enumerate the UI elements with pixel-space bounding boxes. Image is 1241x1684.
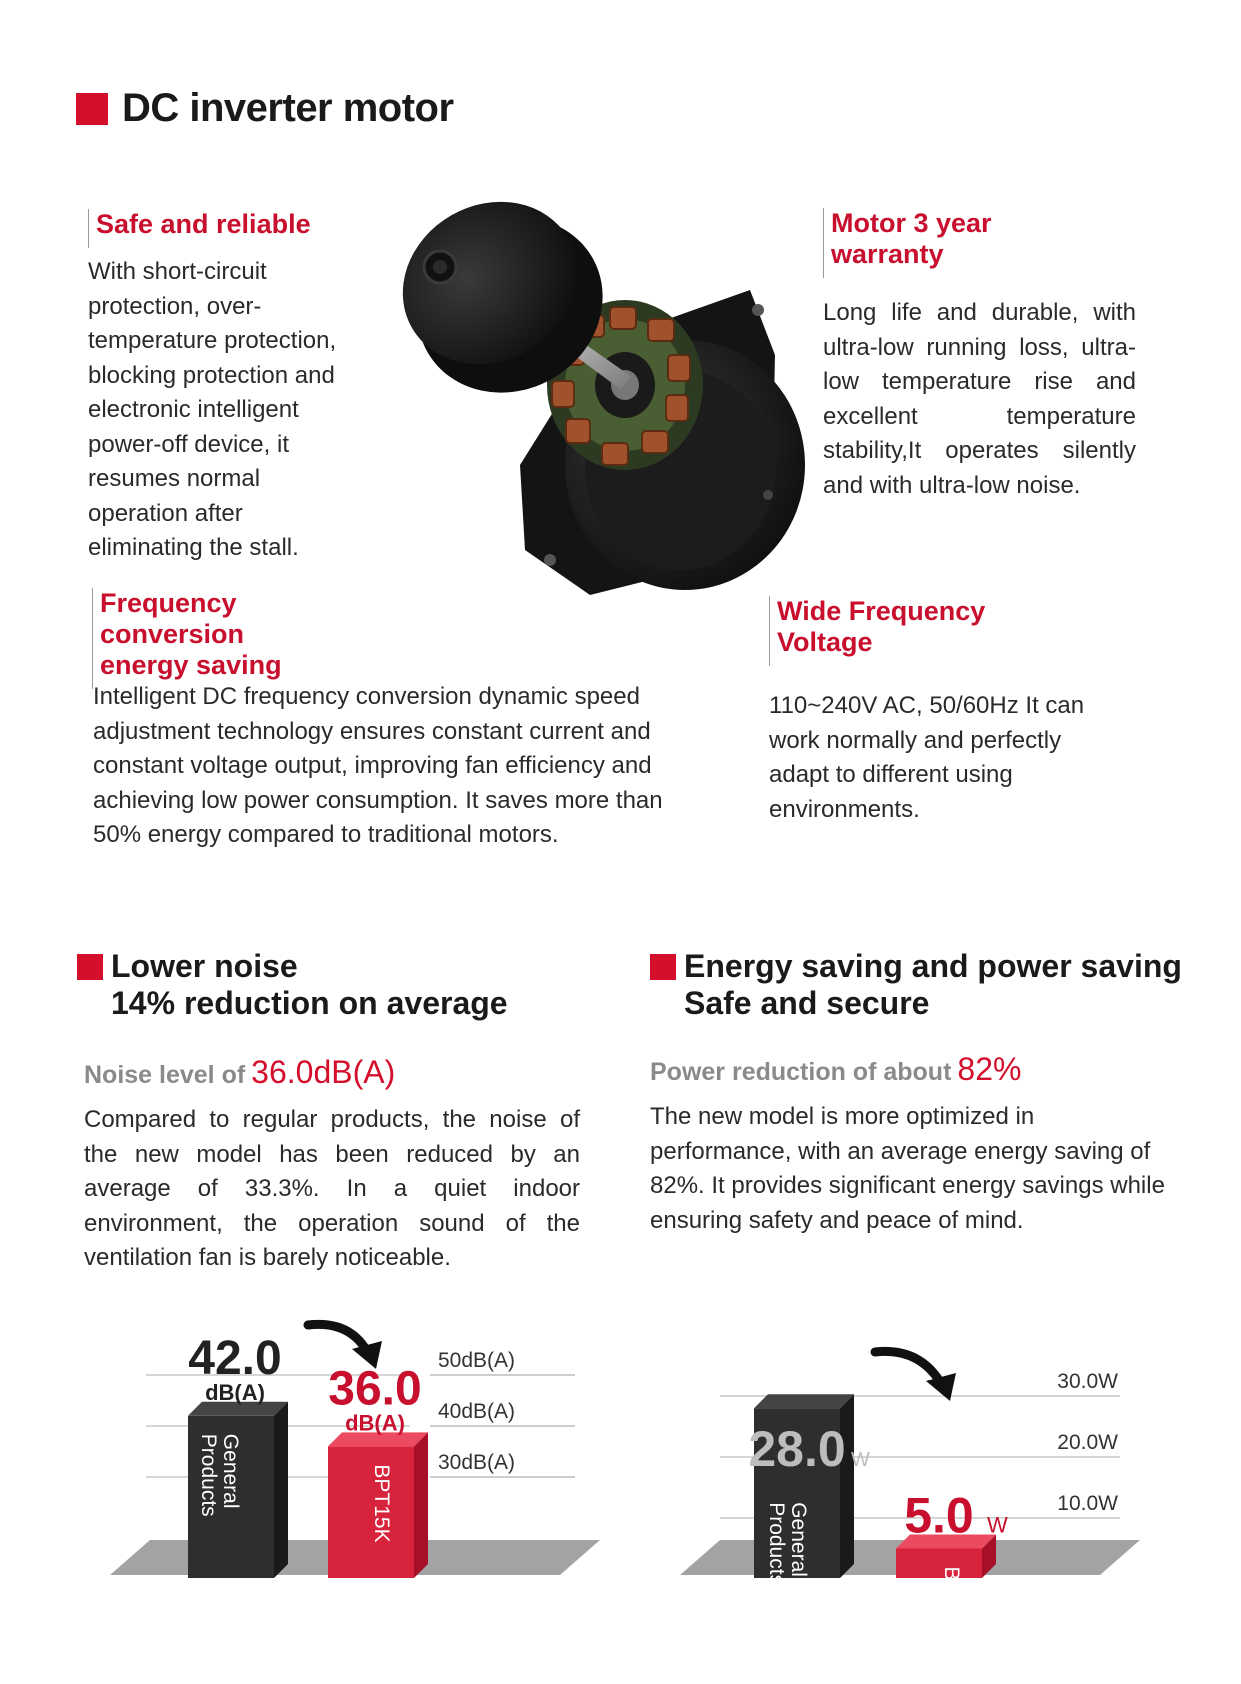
noise-category-label: BPT15K — [370, 1464, 393, 1543]
power-value-label: 5.0 — [904, 1487, 974, 1544]
noise-unit-label: dB(A) — [345, 1410, 405, 1436]
power-unit-label: W — [851, 1449, 870, 1472]
noise-tick-label: 50dB(A) — [438, 1349, 516, 1372]
noise-subtitle: Noise level of 36.0dB(A) — [84, 1054, 396, 1090]
power-value-label: 28.0 — [748, 1421, 846, 1478]
noise-tick-label: 30dB(A) — [438, 1451, 516, 1474]
energy-marker — [650, 954, 676, 980]
noise-value-label: 42.0 — [188, 1331, 282, 1385]
power-chart — [680, 1295, 1140, 1645]
motor-illustration — [380, 195, 850, 615]
noise-marker — [77, 954, 103, 980]
noise-value-label: 36.0 — [328, 1362, 422, 1416]
feature-title-voltage: Wide Frequency Voltage — [777, 596, 1017, 658]
power-category-label: GeneralProducts — [765, 1502, 810, 1586]
power-tick-label: 10.0W — [1057, 1492, 1118, 1515]
noise-body: Compared to regular products, the noise of the new model has been reduced by an average of 33.3%. In a quiet indoor environment, the operation sound of the ventilation fan is barely noticeable. — [84, 1106, 580, 1271]
feature-body-warranty: Long life and durable, with ultra-low running loss, ultra-low temperature rise and excellent temperature stability,It operates silently and with ultra-low noise. — [823, 299, 1136, 499]
noise-title: Lower noise 14% reduction on average — [111, 948, 508, 1021]
noise-chart — [110, 1295, 600, 1595]
feature-body-frequency: Intelligent DC frequency conversion dynamic speed adjustment technology ensures constant current and constant voltage output, improving fan efficiency and achieving low power consumption. It saves more than 50% energy compared to traditional motors. — [93, 683, 663, 848]
power-reduction-value: 82% — [957, 1051, 1022, 1087]
page-title: DC inverter motor — [122, 86, 454, 130]
feature-title-safe: Safe and reliable — [96, 209, 311, 239]
title-marker — [76, 93, 108, 125]
noise-level-value: 36.0dB(A) — [251, 1054, 396, 1090]
power-arrow-icon — [875, 1351, 956, 1401]
noise-category-label: GeneralProducts — [197, 1433, 242, 1517]
noise-unit-label: dB(A) — [205, 1379, 265, 1405]
energy-body: The new model is more optimized in performance, with an average energy saving of 82%. It provides significant energy savings while ensuring safety and peace of mind. — [650, 1103, 1165, 1234]
power-category-label: BPT15K — [940, 1566, 963, 1645]
energy-title: Energy saving and power saving Safe and secure — [684, 948, 1182, 1021]
noise-tick-label: 40dB(A) — [438, 1400, 516, 1423]
power-tick-label: 20.0W — [1057, 1431, 1118, 1454]
power-tick-label: 30.0W — [1057, 1370, 1118, 1393]
energy-subtitle: Power reduction of about 82% — [650, 1051, 1022, 1087]
feature-body-voltage: 110~240V AC, 50/60Hz It can work normally and perfectly adapt to different using environments. — [769, 692, 1085, 823]
feature-body-safe: With short-circuit protection, over-temperature protection, blocking protection and electronic intelligent power-off device, it resumes normal operation after eliminating the stall. — [88, 258, 337, 561]
feature-title-warranty: Motor 3 year warranty — [831, 208, 1071, 270]
feature-title-frequency: Frequency conversion energy saving — [100, 588, 345, 681]
power-unit-label: W — [987, 1512, 1008, 1538]
